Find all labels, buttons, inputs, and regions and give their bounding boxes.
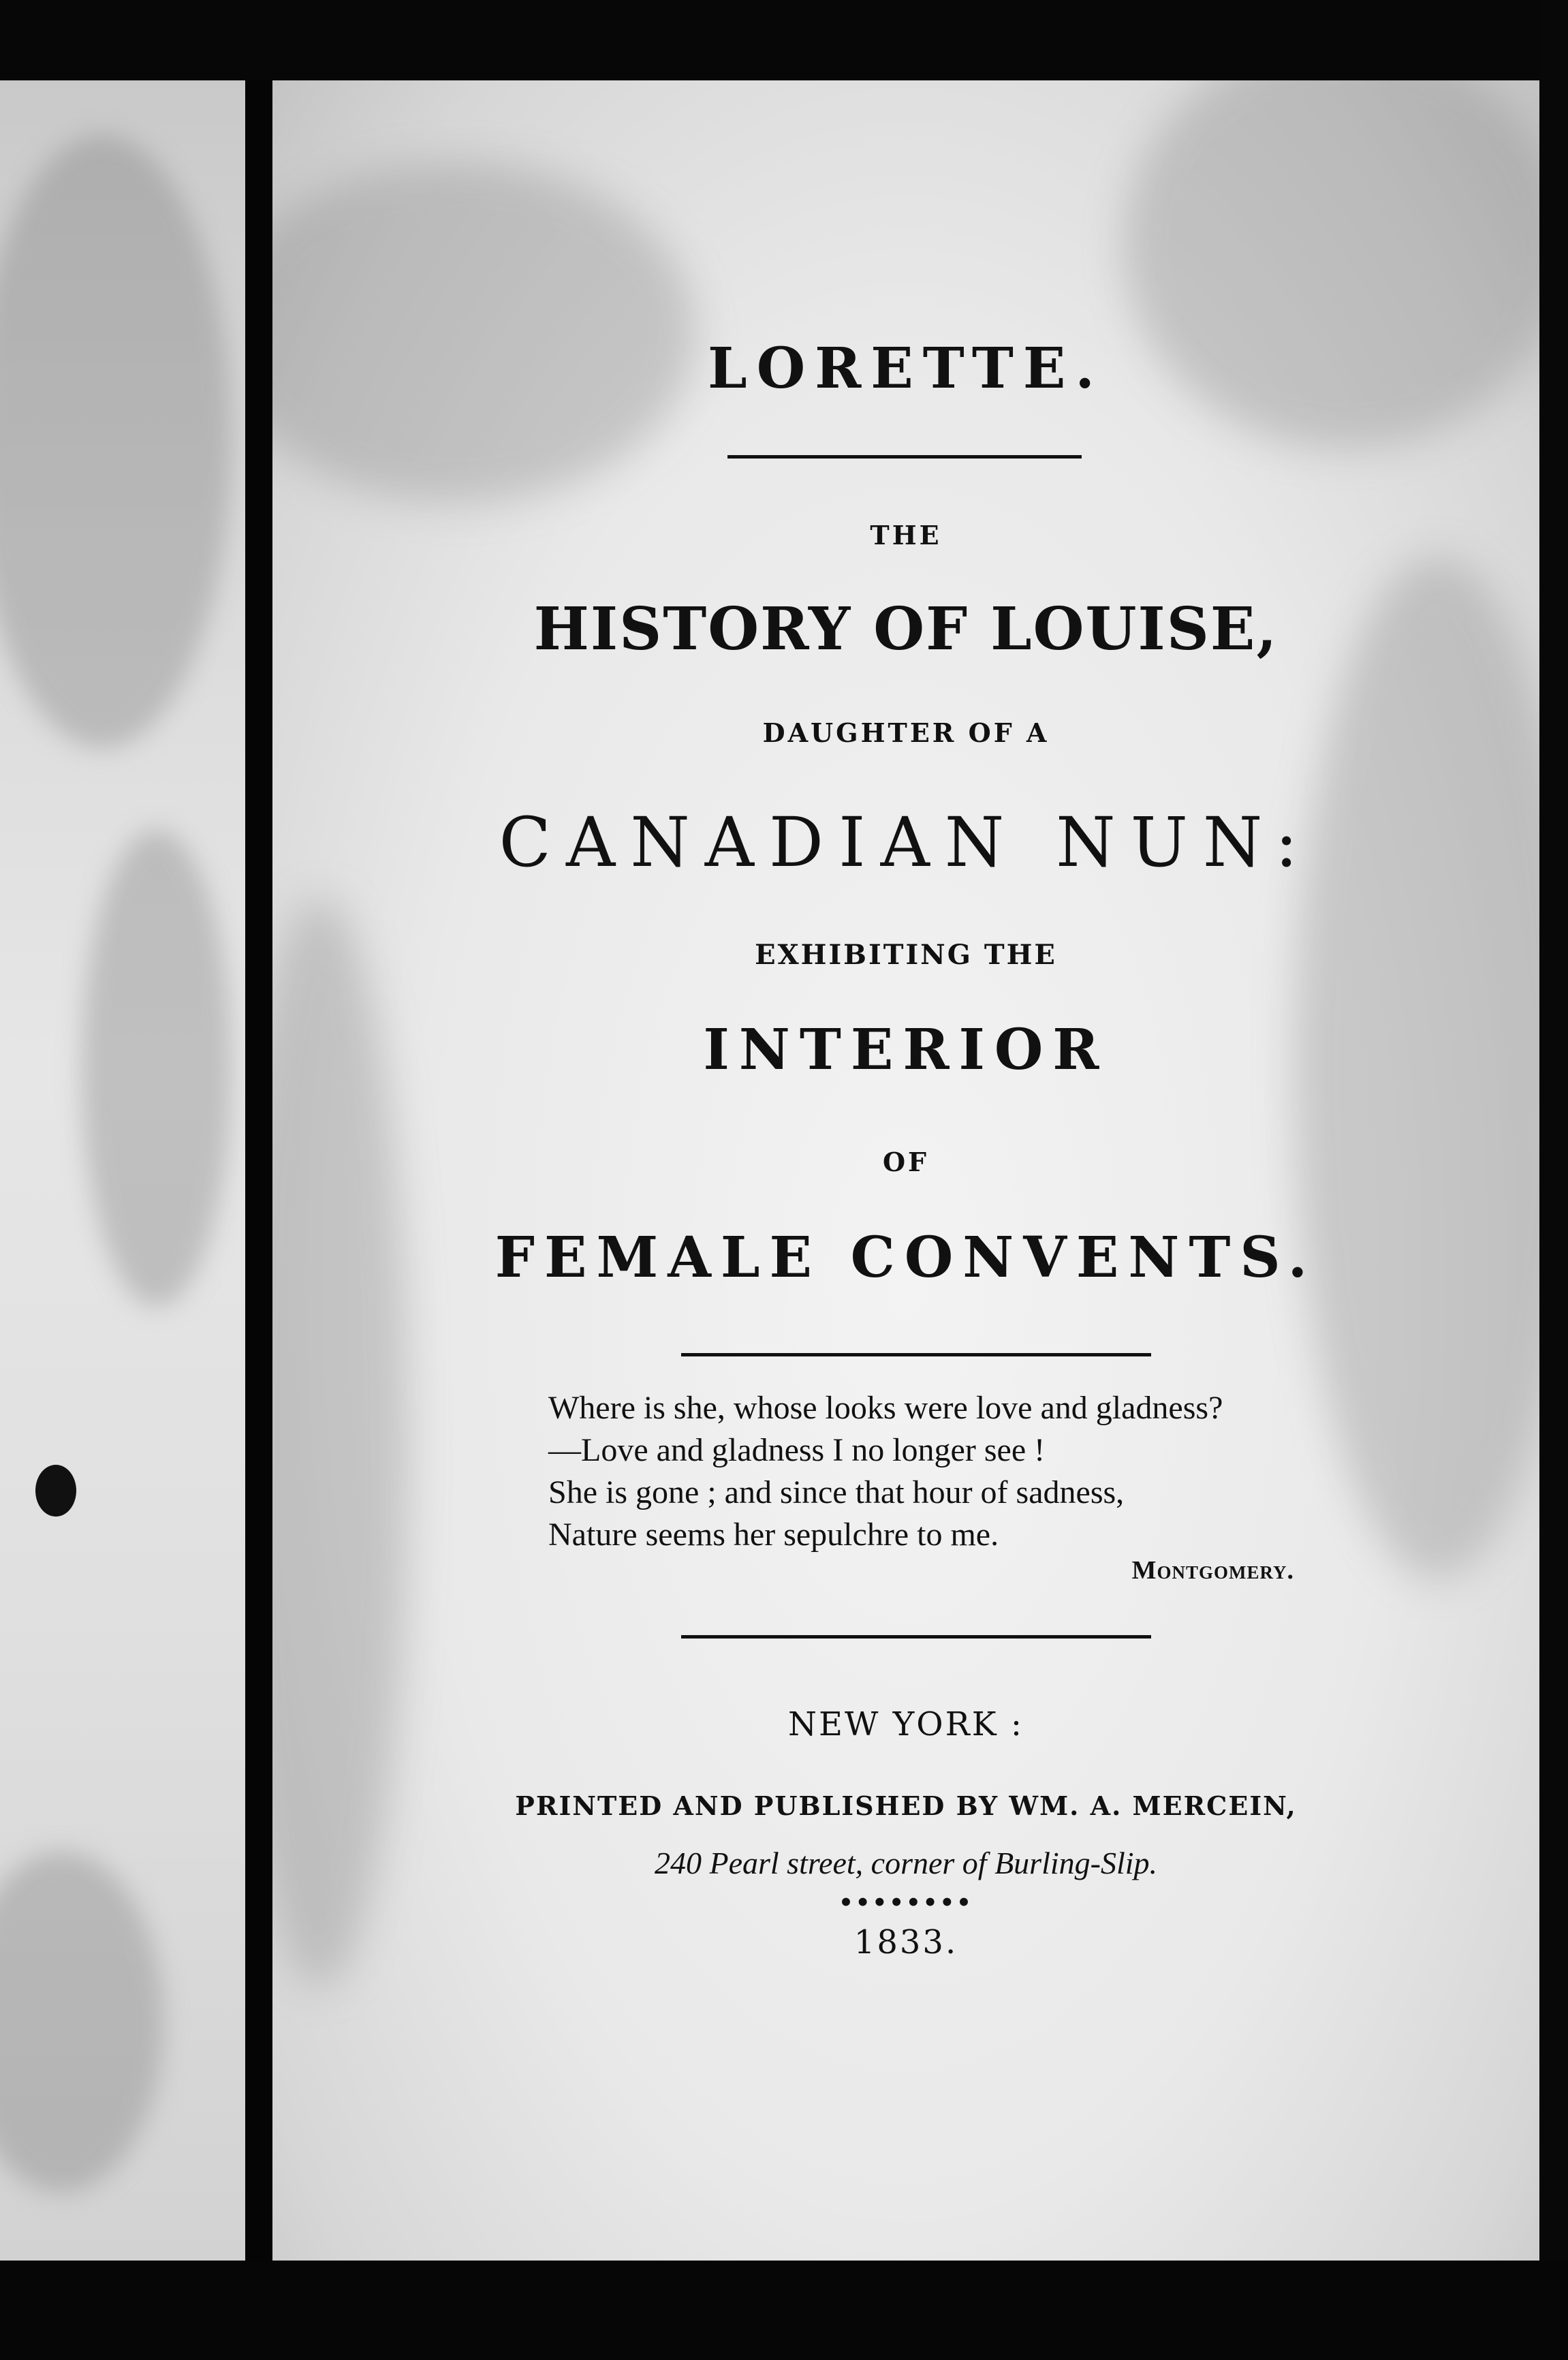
water-stain: [0, 135, 232, 748]
subtitle-exhibiting: EXHIBITING THE: [755, 939, 1057, 971]
left-page: [0, 80, 245, 2261]
subtitle-canadian-nun: CANADIAN NUN:: [499, 803, 1313, 882]
title-page-text: [272, 80, 1539, 2261]
verse-line: —Love and gladness I no longer see !: [548, 1432, 1046, 1468]
scan-top-border: [0, 0, 1568, 80]
subtitle-of: OF: [882, 1147, 930, 1177]
subtitle-female-convents: FEMALE CONVENTS.: [495, 1225, 1317, 1290]
ink-spot: [35, 1465, 76, 1517]
epigraph-attribution: Montgomery.: [1131, 1556, 1294, 1585]
water-stain: [0, 1852, 163, 2192]
subtitle-interior: INTERIOR: [703, 1017, 1109, 1083]
epigraph-verse: [548, 1387, 1298, 1556]
verse-line: Where is she, whose looks were love and gladness?: [548, 1390, 1223, 1426]
divider-rule: [727, 455, 1082, 459]
book-gutter: [245, 80, 272, 2295]
main-title: HISTORY OF LOUISE,: [533, 595, 1279, 664]
verse-line: She is gone ; and since that hour of sadness,: [548, 1474, 1125, 1510]
verse-line: Nature seems her sepulchre to me.: [548, 1517, 999, 1553]
short-title: LORETTE.: [708, 336, 1104, 401]
title-article: THE: [870, 520, 942, 550]
imprint-ornament: ••••••••: [838, 1889, 973, 1916]
divider-rule: [681, 1353, 1151, 1356]
imprint-address: 240 Pearl street, corner of Burling-Slip.: [654, 1846, 1158, 1880]
water-stain: [82, 830, 232, 1307]
scan-right-border: [1539, 0, 1568, 2360]
imprint-city: NEW YORK :: [787, 1705, 1024, 1743]
subtitle-line: DAUGHTER OF A: [762, 717, 1050, 748]
scan-bottom-border: [0, 2261, 1568, 2360]
divider-rule: [681, 1635, 1151, 1639]
imprint-year: 1833.: [853, 1923, 958, 1961]
imprint-publisher: PRINTED AND PUBLISHED BY WM. A. MERCEIN,: [515, 1790, 1297, 1821]
